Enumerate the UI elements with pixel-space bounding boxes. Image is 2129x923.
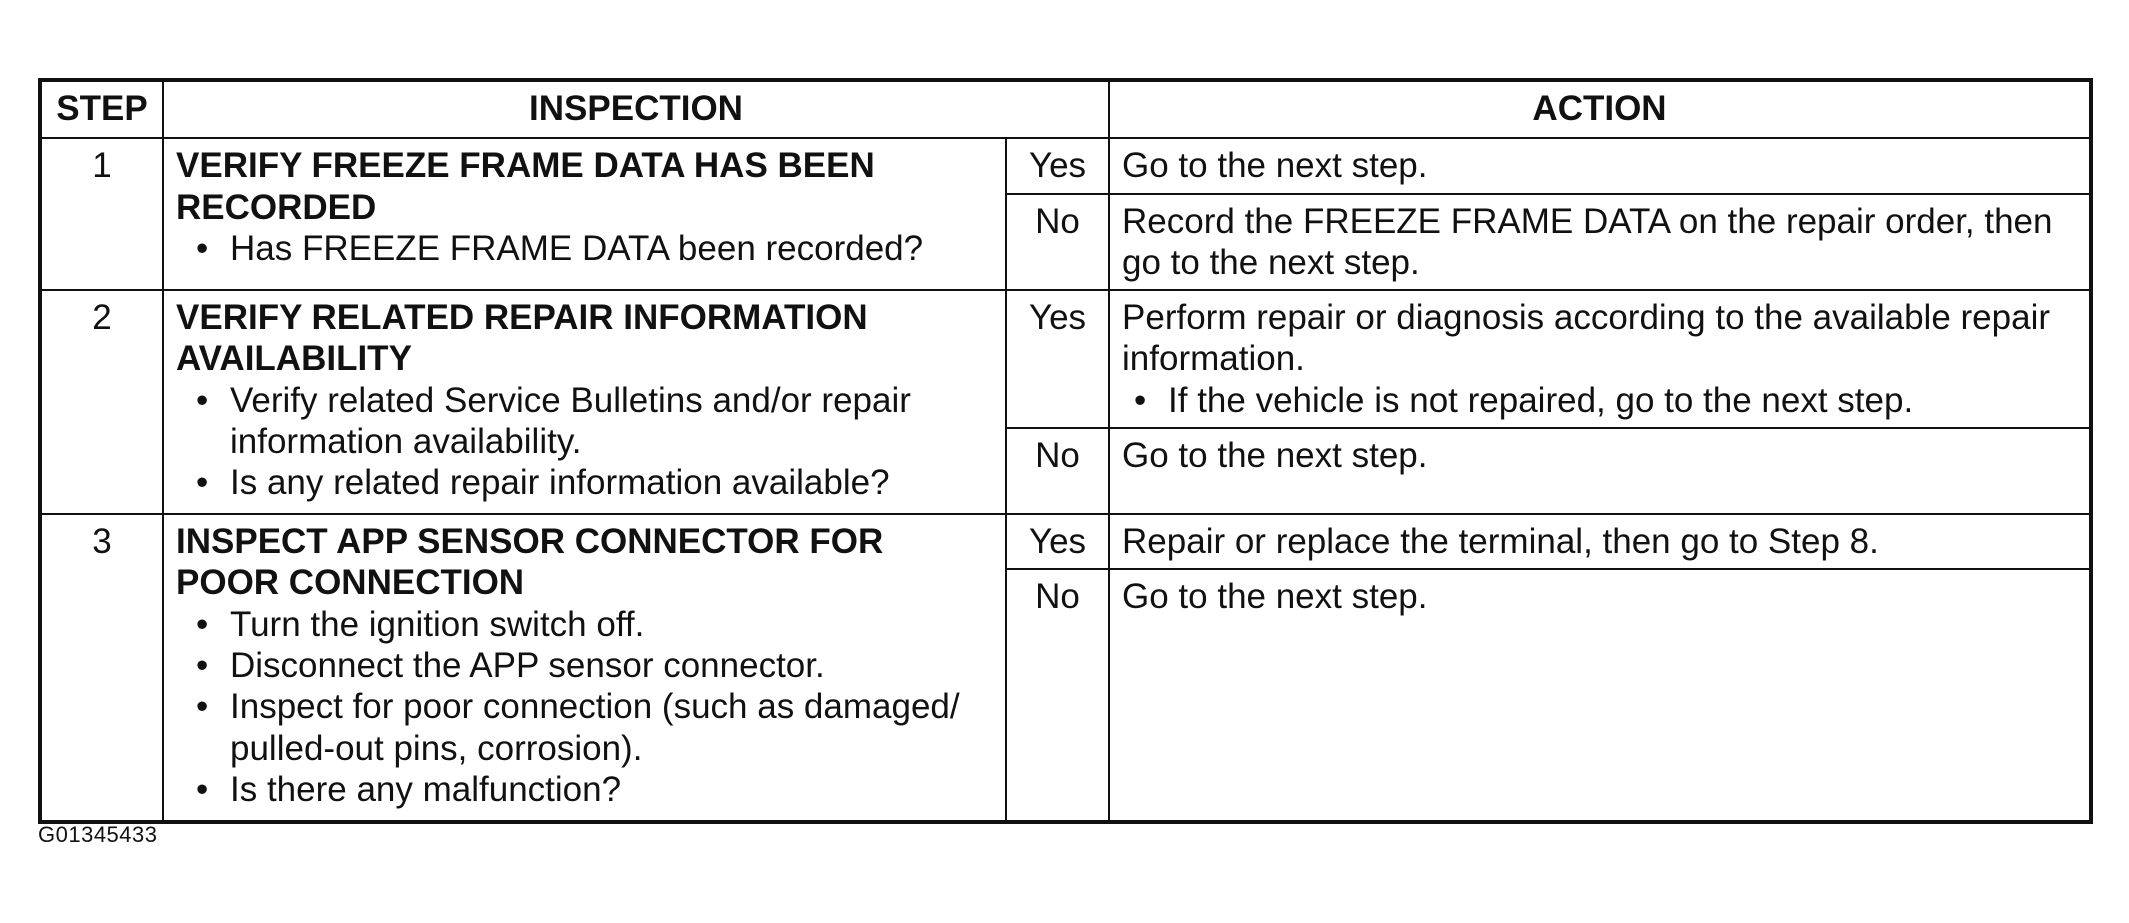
yes-action-cell [1109, 514, 2091, 569]
yes-action-cell [1109, 138, 2091, 193]
inspection-title: VERIFY FREEZE FRAME DATA HAS BEEN RECORDED [176, 146, 875, 227]
table-row [40, 290, 2091, 428]
no-action-cell [1109, 569, 2091, 822]
diagnostic-table [38, 78, 2093, 824]
yes-action-bullet-list [1122, 380, 2077, 421]
inspection-bullet-list [176, 604, 993, 810]
yes-label: Yes [1006, 138, 1109, 193]
step-number: 1 [40, 138, 163, 290]
inspection-bullet: • Is there any malfunction? [230, 769, 993, 810]
yes-action-text: Repair or replace the terminal, then go to Step 8. [1122, 522, 1879, 562]
diagnostic-table-container [38, 78, 2093, 824]
yes-action-bullet: • If the vehicle is not repaired, go to the next step. [1168, 380, 2077, 421]
table-row [40, 514, 2091, 569]
no-label: No [1006, 194, 1109, 291]
yes-action-text: Go to the next step. [1122, 146, 1428, 186]
no-action-cell [1109, 428, 2091, 514]
yes-action-cell [1109, 290, 2091, 428]
no-label: No [1006, 569, 1109, 822]
inspection-title: VERIFY RELATED REPAIR INFORMATION AVAILABILITY [176, 298, 868, 379]
step-number: 3 [40, 514, 163, 822]
header-step: STEP [40, 80, 163, 138]
table-body [40, 138, 2091, 822]
no-action-text: Go to the next step. [1122, 577, 1428, 617]
yes-label: Yes [1006, 290, 1109, 428]
table-row [40, 138, 2091, 193]
inspection-cell [163, 138, 1006, 290]
step-number: 2 [40, 290, 163, 514]
yes-label: Yes [1006, 514, 1109, 569]
header-action: ACTION [1109, 80, 2091, 138]
inspection-title: INSPECT APP SENSOR CONNECTOR FOR POOR CONNECTION [176, 522, 884, 603]
inspection-bullet: • Disconnect the APP sensor connector. [230, 645, 993, 686]
inspection-bullet: • Has FREEZE FRAME DATA been recorded? [230, 228, 993, 269]
inspection-bullet-list [176, 228, 993, 269]
figure-id: G01345433 [38, 822, 158, 847]
inspection-bullet: • Turn the ignition switch off. [230, 604, 993, 645]
inspection-cell [163, 290, 1006, 514]
inspection-bullet: • Verify related Service Bulletins and/or repair information availability. [230, 380, 993, 463]
header-inspection: INSPECTION [163, 80, 1109, 138]
table-header-row [40, 80, 2091, 138]
inspection-bullet: • Is any related repair information available? [230, 462, 993, 503]
no-action-cell [1109, 194, 2091, 291]
no-label: No [1006, 428, 1109, 514]
no-action-text: Go to the next step. [1122, 436, 1428, 476]
inspection-bullet-list [176, 380, 993, 504]
inspection-cell [163, 514, 1006, 822]
inspection-bullet: • Inspect for poor connection (such as damaged/ pulled-out pins, corrosion). [230, 686, 993, 769]
no-action-text: Record the FREEZE FRAME DATA on the repair order, then go to the next step. [1122, 201, 2053, 282]
yes-action-text: Perform repair or diagnosis according to the available repair information. [1122, 298, 2050, 379]
